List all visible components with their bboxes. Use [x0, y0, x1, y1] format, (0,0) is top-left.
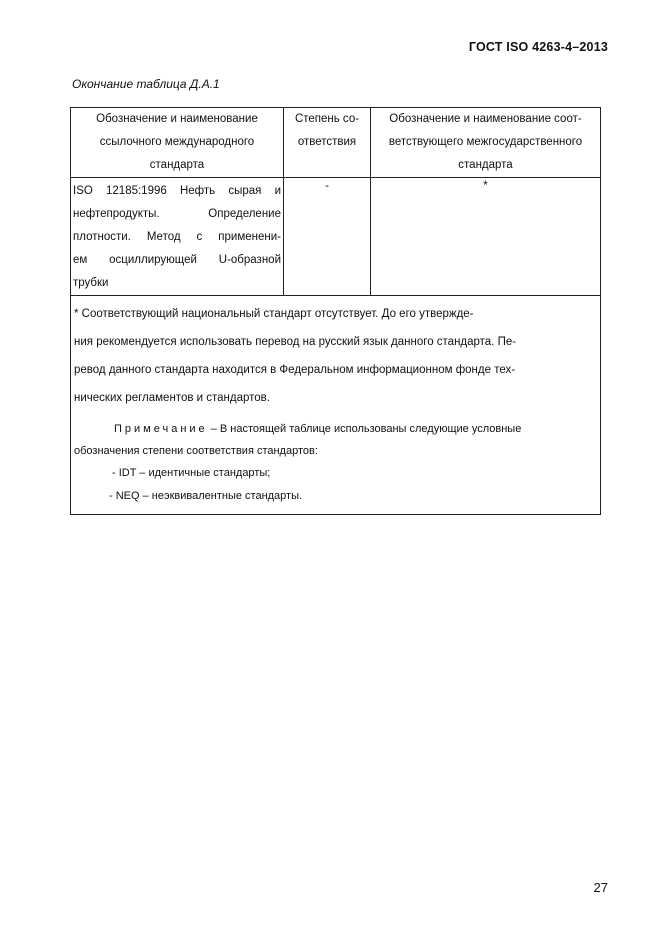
- footnote-row: [71, 296, 601, 515]
- footnote-line: ревод данного стандарта находится в Федеральном информационном фонде тех-: [74, 364, 516, 376]
- note-paragraph: [74, 418, 594, 462]
- note-item-idt: - IDT – идентичные стандарты;: [112, 467, 271, 479]
- note-label: Примечание: [114, 423, 208, 435]
- correspondence-table: [70, 107, 601, 515]
- footnote-line: нических регламентов и стандартов.: [74, 392, 270, 404]
- footnote-line: * Соответствующий национальный стандарт отсутствует. До его утвержде-: [74, 308, 474, 320]
- table-header-row: [71, 108, 601, 178]
- reference-standard-cell: ISO 12185:1996 Нефть сырая и нефтепродукты. Определение плотности. Метод с применени- ем осциллирующей U-образной трубки: [71, 178, 284, 296]
- footnote-cell: [71, 296, 601, 515]
- degree-cell: -: [284, 178, 371, 296]
- footnote-line: ния рекомендуется использовать перевод на русский язык данного стандарта. Пе-: [74, 336, 517, 348]
- header-reference-standard: Обозначение и наименование ссылочного международного стандарта: [71, 108, 284, 178]
- table-caption: Окончание таблица Д.А.1: [72, 77, 220, 91]
- note-text: – В настоящей таблице использованы следующие условные: [207, 423, 522, 435]
- table-row: [71, 178, 601, 296]
- header-interstate-standard: Обозначение и наименование соот- ветствующего межгосударственного стандарта: [371, 108, 601, 178]
- document-code: ГОСТ ISO 4263-4–2013: [468, 40, 608, 54]
- note-continuation: обозначения степени соответствия стандартов:: [74, 445, 318, 457]
- page-number: 27: [593, 880, 608, 895]
- note-item-neq: - NEQ – неэквивалентные стандарты.: [109, 490, 303, 502]
- header-degree: Степень со- ответствия: [284, 108, 371, 178]
- interstate-standard-cell: *: [371, 178, 601, 296]
